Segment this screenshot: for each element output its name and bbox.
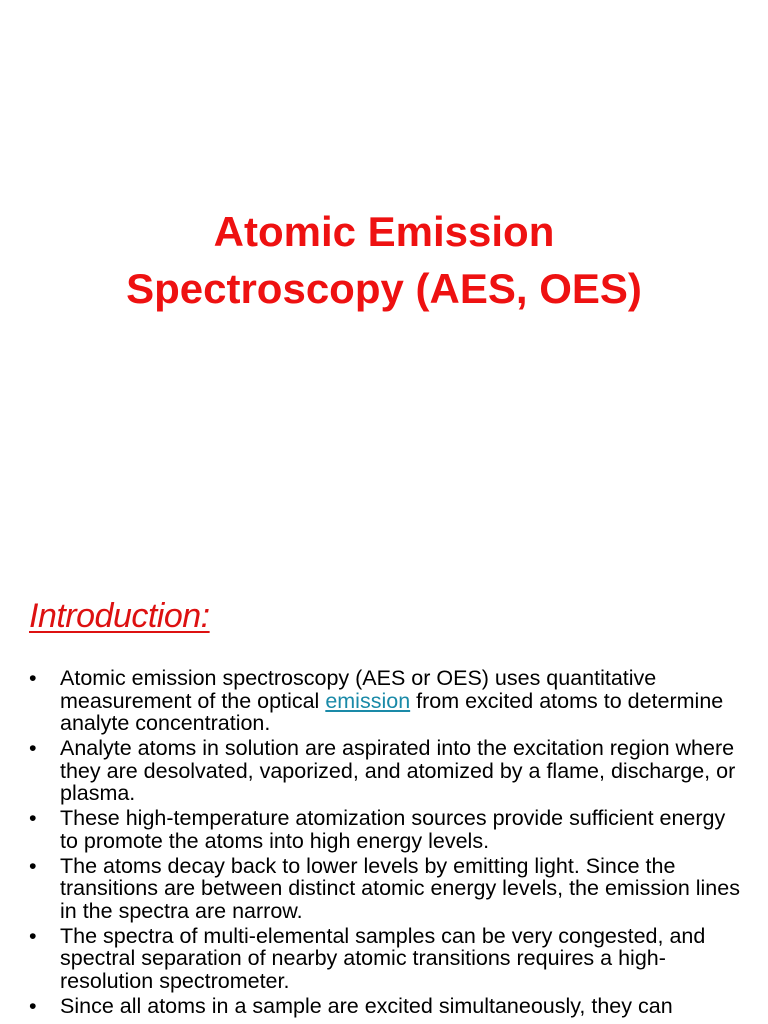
- emission-link[interactable]: emission: [325, 688, 411, 713]
- bullet-item-6: [0, 995, 768, 1018]
- bullet-text: The atoms decay back to lower levels by emitting light. Since the transitions are between distinct atomic energy levels, the emission lines in the spectra are narrow.: [60, 853, 740, 923]
- bullet-marker: •: [29, 923, 37, 948]
- bullet-text: The spectra of multi-elemental samples can be very congested, and spectral separation of nearby atomic transitions requires a high-resolution spectrometer.: [60, 923, 706, 993]
- bullet-text: Analyte atoms in solution are aspirated into the excitation region where they are desolvated, vaporized, and atomized by a flame, discharge, or plasma.: [60, 736, 736, 805]
- bullet-marker: •: [29, 853, 37, 878]
- bullet-list: [0, 667, 768, 1020]
- bullet-item-2: [0, 737, 768, 805]
- bullet-text: from excited atoms to determine analyte concentration.: [60, 688, 724, 735]
- bullet-item-5: [0, 925, 768, 993]
- bullet-text: Since all atoms in a sample are excited simultaneously, they can: [60, 993, 673, 1018]
- bullet-marker: •: [29, 666, 37, 690]
- bullet-marker: •: [29, 993, 37, 1018]
- title-line-2: Spectroscopy (AES, OES): [126, 265, 642, 312]
- document-title: [0, 203, 768, 317]
- bullet-marker: •: [29, 806, 37, 830]
- bullet-item-4: [0, 855, 768, 923]
- bullet-item-1: [0, 667, 768, 735]
- bullet-marker: •: [29, 736, 37, 760]
- bullet-text: Atomic emission spectroscopy (AES or OES) uses quantitative measurement of the optical: [60, 666, 657, 713]
- section-heading-introduction: Introduction:: [29, 597, 210, 635]
- bullet-item-3: [0, 807, 768, 852]
- bullet-text: These high-temperature atomization sources provide sufficient energy to promote the atoms into high energy levels.: [60, 806, 726, 853]
- title-line-1: Atomic Emission: [213, 208, 555, 255]
